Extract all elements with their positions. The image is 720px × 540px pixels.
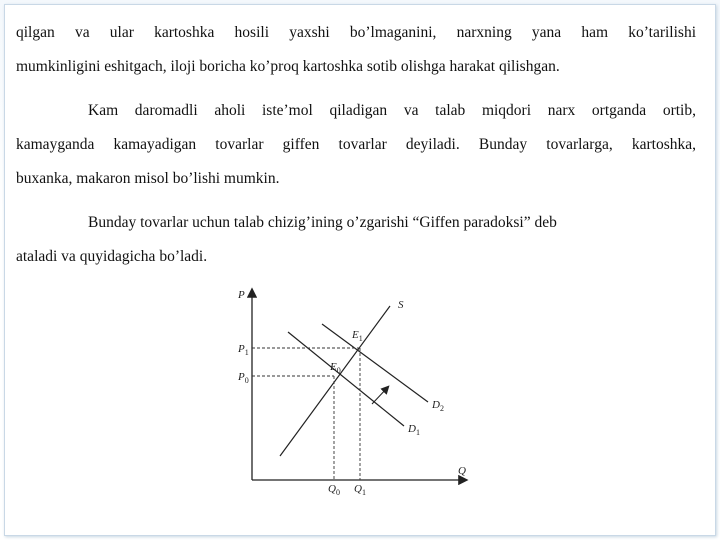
paragraph-3-line-1: Bunday tovarlar uchun talab chizig’ining o’zgarishi “Giffen paradoksi” deb xyxy=(88,214,557,231)
equilibrium-e0-label: $E_0$ xyxy=(330,361,341,375)
shift-arrow xyxy=(372,387,388,404)
paragraph-1-line-1: qilgan va ular kartoshka hosili yaxshi bo’lmaganini, narxning yana ham ko’tarilishi xyxy=(16,24,696,41)
x-axis-label: Q xyxy=(458,465,466,477)
giffen-diagram-svg xyxy=(232,284,478,500)
price-p1-label: $P_1$ xyxy=(238,343,249,357)
demand-d2-label: $D_2$ xyxy=(432,399,444,413)
y-axis-label: P xyxy=(238,289,245,301)
price-p0-label: $P_0$ xyxy=(238,371,249,385)
paragraph-2-line-3: buxanka, makaron misol bo’lishi mumkin. xyxy=(16,170,280,187)
giffen-diagram xyxy=(232,284,478,500)
paragraph-1-line-2: mumkinligini eshitgach, iloji boricha ko’proq kartoshka sotib olishga harakat qilishgan. xyxy=(16,58,560,75)
equilibrium-e1-label: $E_1$ xyxy=(352,329,363,343)
supply-label: S xyxy=(398,299,404,311)
paragraph-2-line-2: kamayganda kamayadigan tovarlar giffen tovarlar deyiladi. Bunday tovarlarga, kartoshka, xyxy=(16,136,696,153)
quantity-q1-label: $Q_1$ xyxy=(354,483,366,497)
demand-curve-d1 xyxy=(288,332,404,426)
supply-curve xyxy=(280,306,390,456)
quantity-q0-label: $Q_0$ xyxy=(328,483,340,497)
paragraph-3-line-2: ataladi va quyidagicha bo’ladi. xyxy=(16,248,208,265)
paragraph-2-line-1: Kam daromadli aholi iste’mol qiladigan va talab miqdori narx ortganda ortib, xyxy=(88,102,696,119)
demand-curve-d2 xyxy=(322,324,428,402)
demand-d1-label: $D_1$ xyxy=(408,423,420,437)
